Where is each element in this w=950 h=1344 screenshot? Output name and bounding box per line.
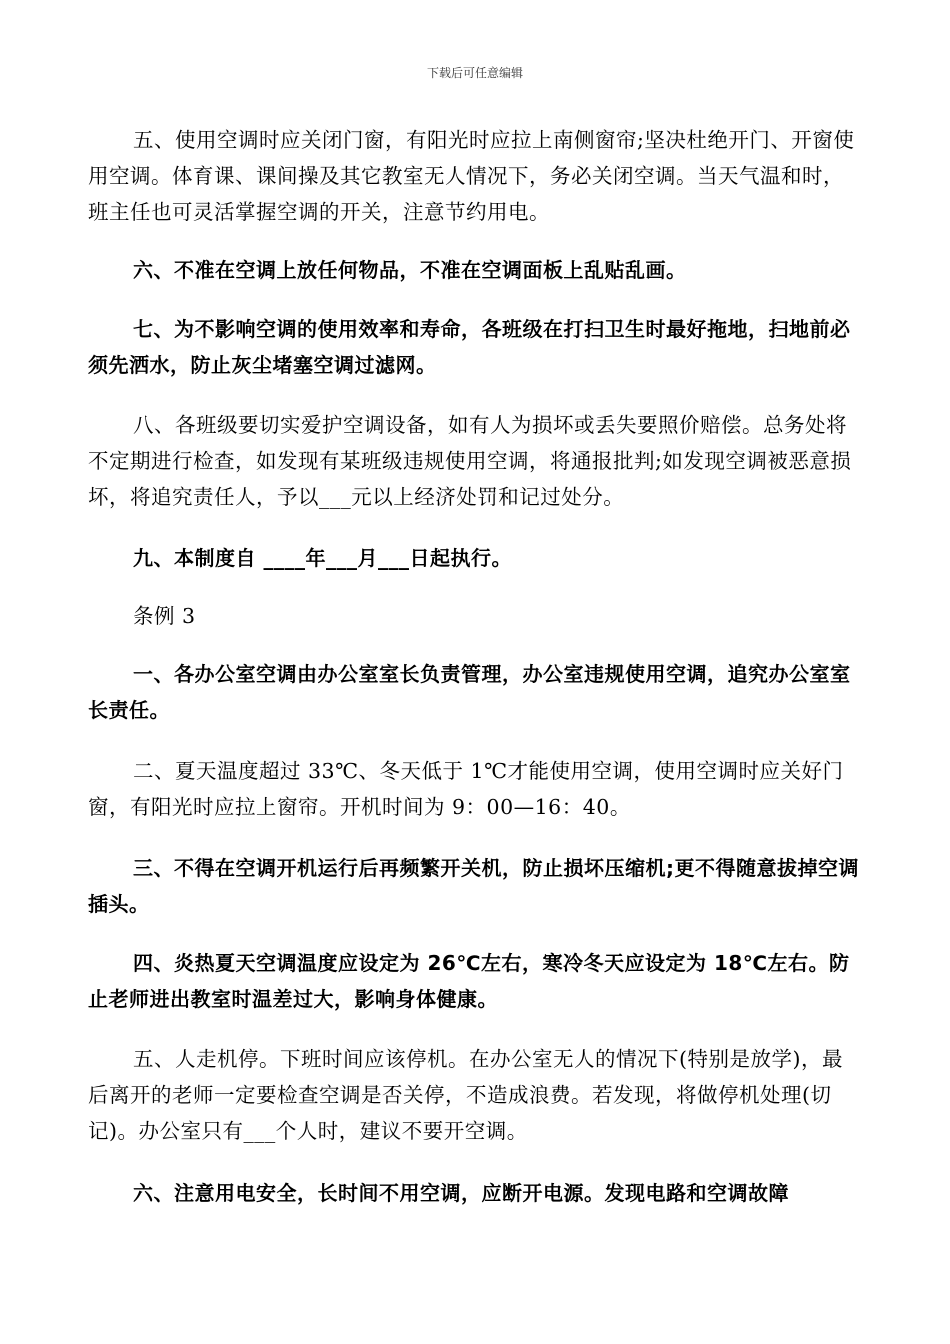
paragraph-7-cleaning: 七、为不影响空调的使用效率和寿命，各班级在打扫卫生时最好拖地，扫地前必须先洒水，防止灰尘堵塞空调过滤网。 [88,317,851,377]
section-title-regulation-3: 条例 3 [133,604,196,628]
paragraph-4-temperature-settings: 四、炎热夏天空调温度应设定为 26℃左右，寒冷冬天应设定为 18℃左右。防止老师进出教室时温差过大，影响身体健康。 [88,951,850,1011]
paragraph-3-no-frequent-switching: 三、不得在空调开机运行后再频繁开关机，防止损坏压缩机;更不得随意拔掉空调插头。 [88,856,859,916]
paragraph-5-usage-rules: 五、使用空调时应关闭门窗，有阳光时应拉上南侧窗帘;坚决杜绝开门、开窗使用空调。体育课、课间操及其它教室无人情况下，务必关闭空调。当天气温和时，班主任也可灵活掌握空调的开关，注意节约用电。 [88,128,855,224]
paragraph-5-turn-off: 五、人走机停。下班时间应该停机。在办公室无人的情况下(特别是放学)，最后离开的老师一定要检查空调是否关停，不造成浪费。若发现，将做停机处理(切记)。办公室只有___个人时，建议不要开空调。 [88,1047,843,1143]
paragraph-8-protection: 八、各班级要切实爱护空调设备，如有人为损坏或丢失要照价赔偿。总务处将不定期进行检查，如发现有某班级违规使用空调，将通报批判;如发现空调被恶意损坏，将追究责任人，予以___元以上经济处罚和记过处分。 [88,413,852,509]
page-header: 下载后可任意编辑 [426,66,523,80]
paragraph-2-temperature-rules: 二、夏天温度超过 33℃、冬天低于 1℃才能使用空调，使用空调时应关好门窗，有阳光时应拉上窗帘。开机时间为 9：00—16：40。 [88,759,844,819]
paragraph-6-no-objects: 六、不准在空调上放任何物品，不准在空调面板上乱贴乱画。 [133,258,687,282]
paragraph-9-effective-date: 九、本制度自 ____年___月___日起执行。 [133,546,512,570]
paragraph-6-electrical-safety: 六、注意用电安全，长时间不用空调，应断开电源。发现电路和空调故障 [133,1181,789,1205]
paragraph-1-office-management: 一、各办公室空调由办公室室长负责管理，办公室违规使用空调，追究办公室室长责任。 [88,662,851,722]
